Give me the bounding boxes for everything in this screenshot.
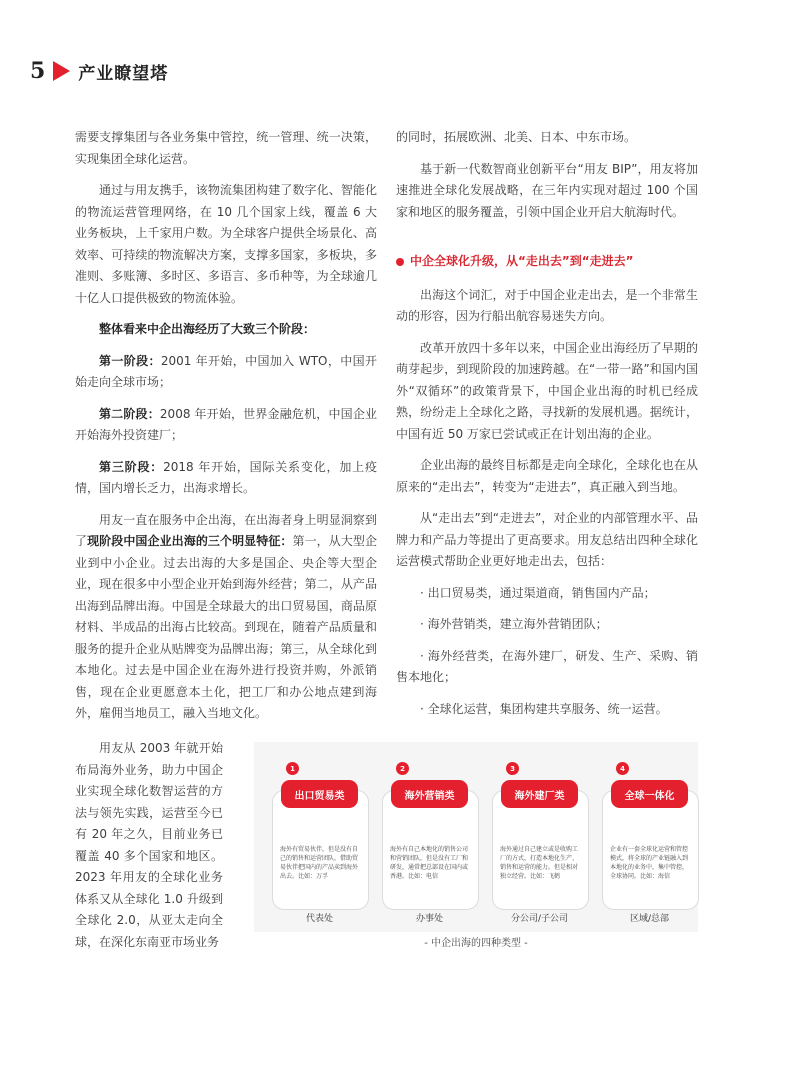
paragraph: 出海这个词汇，对于中国企业走出去，是一个非常生动的形容，因为行船出航容易迷失方向。 [396,287,698,323]
paragraph: 基于新一代数智商业创新平台“用友 BIP”，用友将加速推进全球化发展战略，在三年内实现对超过 100 个国家和地区的服务覆盖，引领中国企业开启大航海时代。 [396,161,698,219]
stage-text: 2001 年开始，中国加入 WTO，中国开始走向全球市场； [75,353,377,389]
stage-label: 第三阶段： [99,459,164,474]
step-number-badge: 2 [396,762,409,775]
paragraph-bold: 现阶段中国企业出海的三个明显特征： [87,534,293,548]
card-description: 海外有贸易伙伴，但是没有自己的销售和运营团队，借助贸易伙伴把国内的产品卖到海外出去。比如：万孚 [280,846,359,880]
left-column [75,127,377,735]
paragraph [75,510,377,725]
paragraph: 企业出海的最终目标都是走向全球化，全球化也在从原来的“走出去”，转变为“走进去”，真正融入到当地。 [396,458,698,494]
card-title: 全球一体化 [611,780,688,808]
stage-label: 第二阶段： [99,406,160,421]
paragraph: 从“走出去”到“走进去”，对企业的内部管理水平、品牌力和产品力等提出了更高要求。用友总结出四种全球化运营模式帮助企业更好地走出去，包括： [396,511,698,568]
sub-heading [396,251,698,273]
page-number: 5 [30,58,46,84]
stage-1 [75,351,377,394]
card-label: 区域/总部 [629,914,670,924]
paragraph: 的同时，拓展欧洲、北美、日本、中东市场。 [396,130,637,144]
paragraph: 通过与用友携手，该物流集团构建了数字化、智能化的物流运营管理网络，在 10 几个国家上线，覆盖 6 大业务板块，上千家用户数。为全球客户提供全场景化、高效率、可持续的物流解决方案，支撑多国家，多板块，多准则、多账簿、多时区、多语言、多币种等，为全球逾几十亿人口提供极致的物流体验。 [75,183,377,305]
triangle-arrow-icon [53,61,70,81]
step-number-badge: 1 [286,762,299,775]
paragraph [75,319,377,341]
paragraph: 需要支撑集团与各业务集中管控，统一管理、统一决策，实现集团全球化运营。 [75,130,377,166]
card-title: 海外营销类 [391,780,468,808]
step-number-badge: 4 [616,762,629,775]
page-header [30,58,168,84]
list-item: · 海外经营类，在海外建厂，研发、生产、采购、销售本地化； [396,648,698,684]
right-column [396,127,698,730]
list-item: · 出口贸易类，通过渠道商，销售国内产品； [420,585,656,600]
wrapped-paragraph [75,738,223,953]
type-card-global [602,790,699,910]
card-label: 分公司/子公司 [510,914,569,924]
list-item: · 海外营销类，建立海外营销团队； [420,617,608,631]
type-card-marketing [382,790,479,910]
list-item: · 全球化运营，集团构建共享服务、统一运营。 [420,701,668,716]
four-types-figure [254,742,698,932]
stage-text: 2008 年开始，世界金融危机，中国企业开始海外投资建厂； [75,406,377,442]
card-title: 出口贸易类 [281,780,358,808]
card-description: 企业有一套全球化运营和管控模式，将全球的产业链融入到本地化的业务中，集中管控，全球协同。比如：海信 [610,846,689,880]
bullet-dot-icon [396,258,404,266]
section-title: 产业瞭望塔 [78,63,169,84]
type-card-factory [492,790,589,910]
card-description: 海外有自己本地化的销售公司和营销团队，但是没有工厂和研发，通常把总部设在国内或香港。比如：电信 [390,846,469,880]
card-description: 海外通过自己建立或是收购工厂的方式，打造本地化生产、销售和运营的能力。但是相对独立经营。比如：飞鹤 [500,846,579,880]
card-label: 办事处 [415,914,443,924]
card-label: 代表处 [305,914,333,924]
type-card-export [272,790,369,910]
paragraph-intro: 用友一直在服务中企出海，在出海者身上明显洞察到了 [75,512,377,548]
sub-heading-text: 中企全球化升级，从“走出去”到“走进去” [410,254,634,268]
stage-3 [75,457,377,500]
stages-heading: 整体看来中企出海经历了大致三个阶段： [99,322,316,336]
paragraph: 改革开放四十多年以来，中国企业出海经历了早期的萌芽起步，到现阶段的加速跨越。在“一带一路”和国内国外“双循环”的政策背景下，中国企业出海的时机已经成熟，纷纷走上全球化之路，寻找新的发展机遇。据统计，中国有近 50 万家已尝试或正在计划出海的企业。 [396,340,698,441]
card-title: 海外建厂类 [501,780,578,808]
paragraph-rest: 第一，从大型企业到中小企业。过去出海的大多是国企、央企等大型企业，现在很多中小型企业开始到海外经营；第二，从产品出海到品牌出海。中国是全球最大的出口贸易国，商品原材料、半成品的出海占比较高。到现在，随着产品质量和服务的提升企业从贴牌变为品牌出海；第三，从全球化到本地化。过去是中国企业在海外进行投资并购，外派销售，现在企业更愿意本土化，把工厂和办公地点建到海外，雇佣当地员工，融入当地文化。 [75,534,377,720]
paragraph: 用友从 2003 年就开始布局海外业务，助力中国企业实现全球化数智运营的方法与领先实践，运营至今已有 20 年之久，目前业务已覆盖 40 多个国家和地区。2023 年用友的全球化业务体系又从全球化 1.0 升级到全球化 2.0，从亚太走向全球，在深化东南亚市场业务 [75,741,223,949]
stage-label: 第一阶段： [99,353,161,368]
figure-caption: - 中企出海的四种类型 - [424,938,528,949]
stage-text: 2018 年开始，国际关系变化，加上疫情，国内增长乏力，出海求增长。 [75,459,377,495]
stage-2 [75,404,377,447]
step-number-badge: 3 [506,762,519,775]
